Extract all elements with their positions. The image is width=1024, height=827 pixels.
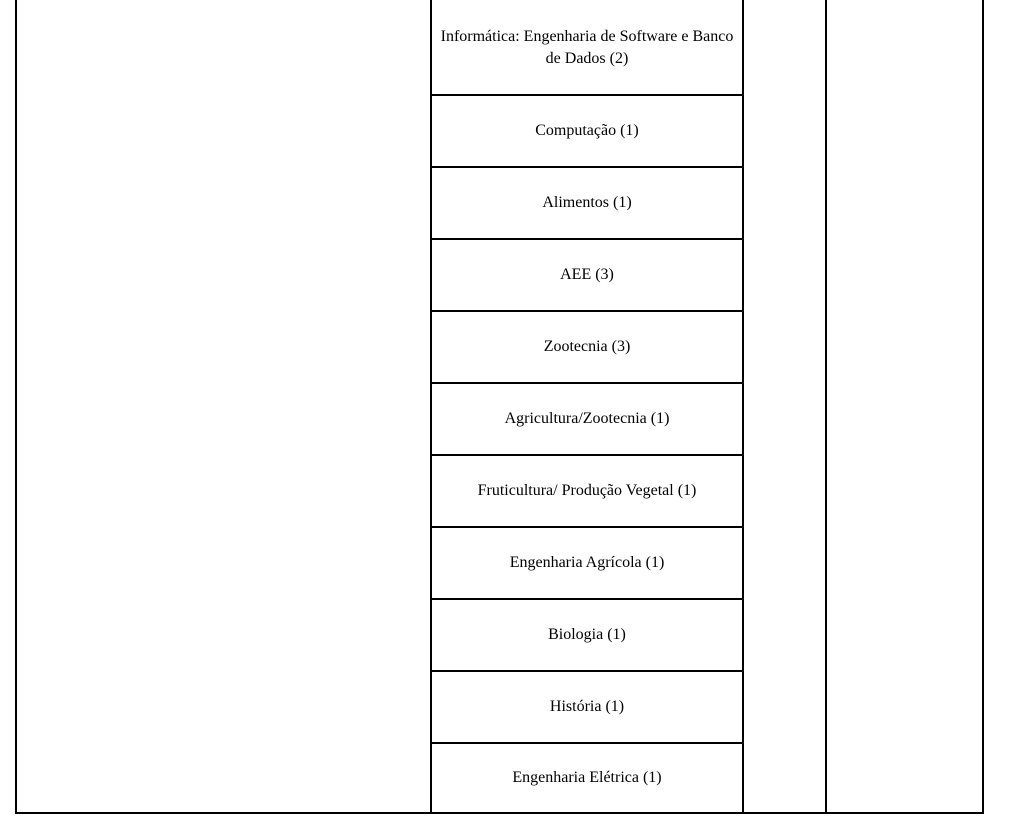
area-cell	[432, 96, 742, 166]
area-label: História (1)	[549, 698, 625, 715]
area-cell	[432, 312, 742, 382]
area-label: Engenharia Agrícola (1)	[509, 554, 665, 571]
table-right-border	[982, 0, 984, 813]
area-cell	[432, 456, 742, 526]
area-label: Informática: Engenharia de Software e Banco de Dados (2)	[440, 27, 734, 67]
area-cell	[432, 240, 742, 310]
area-label: Agricultura/Zootecnia (1)	[504, 410, 670, 427]
area-label: Fruticultura/ Produção Vegetal (1)	[477, 482, 697, 499]
column-border	[742, 0, 744, 813]
area-cell	[432, 600, 742, 670]
area-cell	[432, 0, 742, 95]
area-cell	[432, 672, 742, 742]
area-label: Computação (1)	[535, 122, 639, 139]
area-label: Alimentos (1)	[542, 194, 632, 211]
area-cell	[432, 168, 742, 238]
area-label: Zootecnia (3)	[543, 338, 631, 355]
area-label: AEE (3)	[560, 266, 614, 283]
area-cell	[432, 384, 742, 454]
area-cell	[432, 744, 742, 812]
area-label: Engenharia Elétrica (1)	[512, 769, 662, 786]
table-left-border	[15, 0, 17, 813]
area-cell	[432, 528, 742, 598]
area-list	[432, 0, 742, 813]
column-border	[825, 0, 827, 813]
area-label: Biologia (1)	[548, 626, 626, 643]
